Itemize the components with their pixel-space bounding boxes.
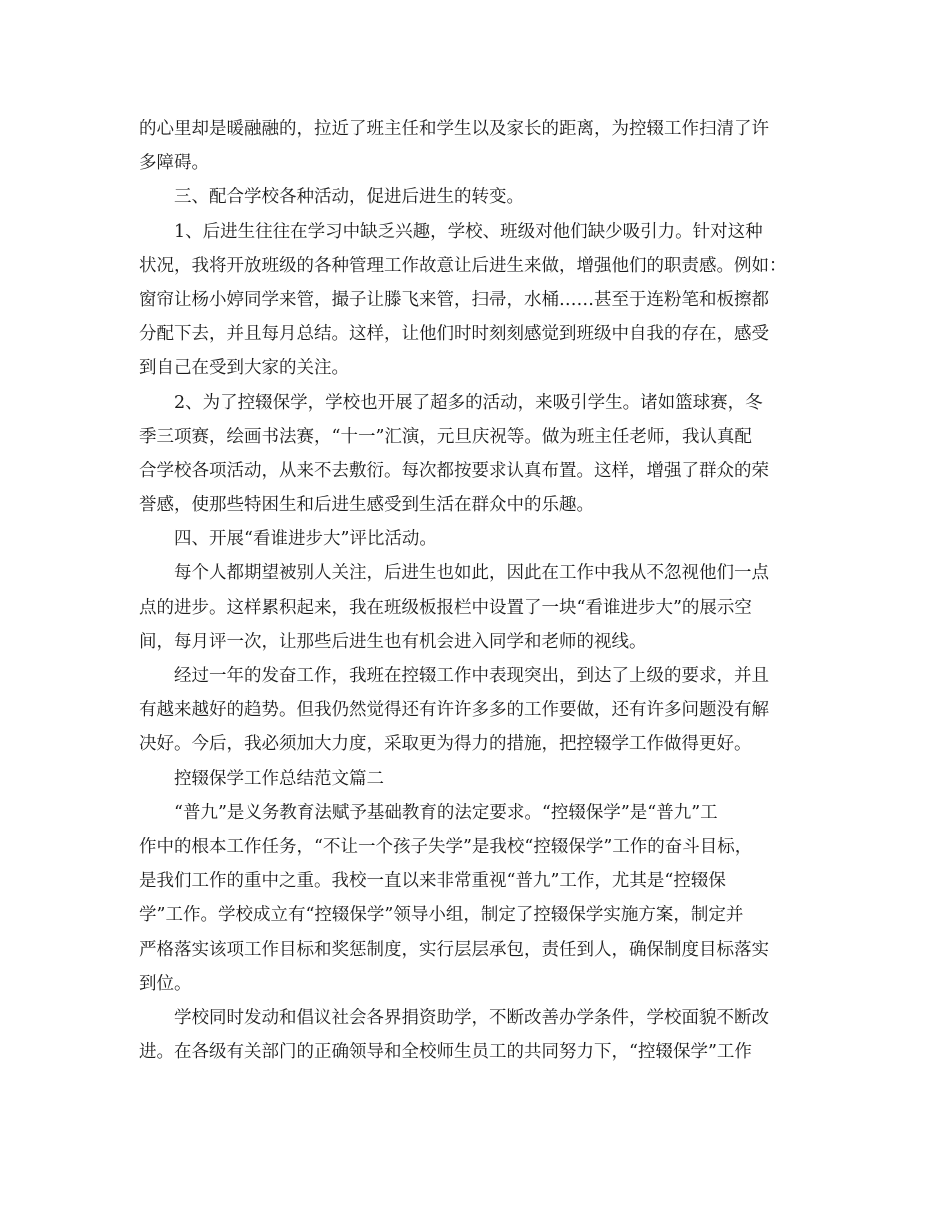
text-line: 分配下去，并且每月总结。这样，让他们时时刻刻感觉到班级中自我的存在，感受 xyxy=(139,324,769,345)
text-line: 经过一年的发奋工作，我班在控辍工作中表现突出，到达了上级的要求，并且 xyxy=(174,666,769,686)
text-line: 决好。今后，我必须加大力度，采取更为得力的措施，把控辍学工作做得更好。 xyxy=(139,734,752,755)
text-line: 的心里却是暖融融的，拉近了班主任和学生以及家长的距离，为控辍工作扫清了许 xyxy=(139,119,769,139)
text-line: 有越来越好的趋势。但我仍然觉得还有许许多多的工作要做，还有许多问题没有解 xyxy=(139,700,769,721)
text-line: 学”工作。学校成立有“控辍保学”领导小组，制定了控辍保学实施方案，制定并 xyxy=(139,905,744,926)
text-line: “普九”是义务教育法赋予基础教育的法定要求。“控辍保学”是“普九”工 xyxy=(174,802,718,823)
text-line: 季三项赛，绘画书法赛，“十一”汇演，元旦庆祝等。做为班主任老师，我认真配 xyxy=(139,426,752,447)
text-line: 是我们工作的重中之重。我校一直以来非常重视“普九”工作，尤其是“控辍保 xyxy=(139,871,726,892)
text-line: 2、为了控辍保学，学校也开展了超多的活动，来吸引学生。诸如篮球赛，冬 xyxy=(174,392,763,413)
text-line: 每个人都期望被别人关注，后进生也如此，因此在工作中我从不忽视他们一点 xyxy=(174,563,769,584)
text-line: 窗帘让杨小婷同学来管，撮子让滕飞来管，扫帚，水桶……甚至于连粉笔和板擦都 xyxy=(139,289,769,310)
text-line: 控辍保学工作总结范文篇二 xyxy=(174,768,384,789)
text-line: 严格落实该项工作目标和奖惩制度，实行层层承包，责任到人，确保制度目标落实 xyxy=(139,939,769,960)
text-line: 到自己在受到大家的关注。 xyxy=(139,358,349,379)
text-line: 合学校各项活动，从来不去敷衍。每次都按要求认真布置。这样，增强了群众的荣 xyxy=(139,460,769,481)
text-line: 作中的根本工作任务，“不让一个孩子失学”是我校“控辍保学”工作的奋斗目标， xyxy=(139,836,753,857)
text-line: 到位。 xyxy=(139,973,192,994)
text-line: 四、开展“看谁进步大”评比活动。 xyxy=(174,529,437,550)
text-line: 点的进步。这样累积起来，我在班级板报栏中设置了一块“看谁进步大”的展示空 xyxy=(139,597,752,618)
text-line: 间，每月评一次，让那些后进生也有机会进入同学和老师的视线。 xyxy=(139,631,647,652)
text-line: 三、配合学校各种活动，促进后进生的转变。 xyxy=(174,187,524,208)
text-line: 状况，我将开放班级的各种管理工作故意让后进生来做，增强他们的职责感。例如： xyxy=(139,255,787,276)
text-line: 学校同时发动和倡议社会各界捐资助学，不断改善办学条件，学校面貌不断改 xyxy=(174,1007,769,1028)
text-line: 誉感，使那些特困生和后进生感受到生活在群众中的乐趣。 xyxy=(139,495,594,516)
text-line: 多障碍。 xyxy=(139,153,209,174)
document-body xyxy=(139,112,819,1069)
text-line: 进。在各级有关部门的正确领导和全校师生员工的共同努力下，“控辍保学”工作 xyxy=(139,1042,752,1063)
text-line: 1、后进生往往在学习中缺乏兴趣，学校、班级对他们缺少吸引力。针对这种 xyxy=(174,221,763,242)
